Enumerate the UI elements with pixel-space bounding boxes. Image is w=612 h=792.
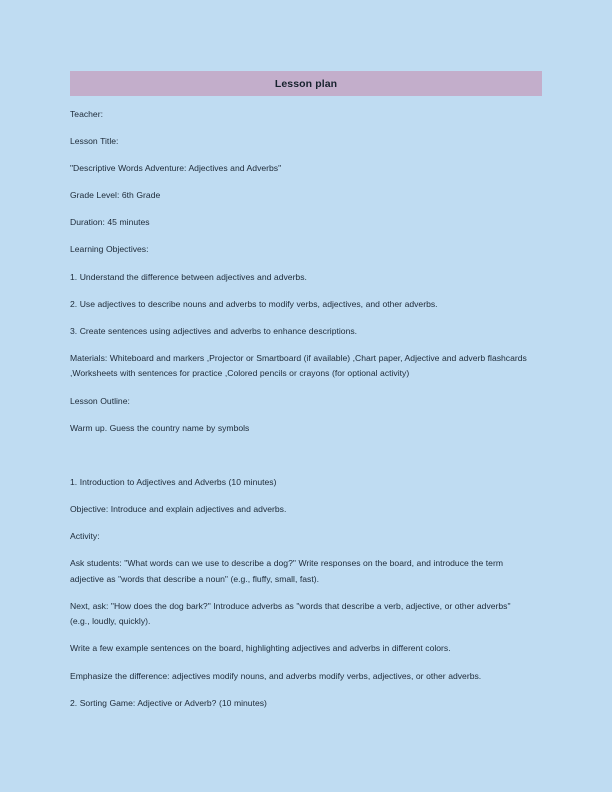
paragraph-warm-up: Warm up. Guess the country name by symbols [70, 422, 250, 433]
paragraph-lesson-outline-label: Lesson Outline: [70, 395, 130, 406]
paragraph-section-1-step-4: Emphasize the difference: adjectives modify nouns, and adverbs modify verbs, adjectives, or other adverbs. [70, 670, 482, 681]
paragraph-teacher: Teacher: [70, 109, 103, 119]
paragraph-section-1-activity-label: Activity: [70, 531, 100, 541]
page-title: Lesson plan [274, 78, 338, 90]
lesson-plan-title-bar [70, 71, 542, 96]
paragraph-section-2-heading: 2. Sorting Game: Adjective or Adverb? (10 minutes) [70, 697, 267, 708]
paragraph-lesson-title-value: "Descriptive Words Adventure: Adjectives and Adverbs" [70, 163, 282, 174]
paragraph-duration: Duration: 45 minutes [70, 217, 150, 228]
paragraph-grade-level: Grade Level: 6th Grade [70, 190, 161, 201]
document-body [70, 71, 542, 723]
paragraph-materials: Materials: Whiteboard and markers ,Projector or Smartboard (if available) ,Chart paper, Adjective and adverb flashcards ,Worksheets with sentences for practice ,Colored pencils or crayons (for optional activity) [70, 352, 527, 379]
paragraph-section-1-step-3: Write a few example sentences on the board, highlighting adjectives and adverbs in different colors. [70, 643, 451, 654]
paragraph-section-1-step-1: Ask students: "What words can we use to describe a dog?" Write responses on the board, and introduce the term adjective as "words that describe a noun" (e.g., fluffy, small, fast). [70, 558, 503, 584]
paragraph-section-1-objective: Objective: Introduce and explain adjectives and adverbs. [70, 503, 287, 514]
paragraph-learning-objectives-label: Learning Objectives: [70, 244, 149, 255]
paragraph-section-1-step-2: Next, ask: "How does the dog bark?" Introduce adverbs as "words that describe a verb, adjective, or other adverbs" (e.g., loudly, quickly). [70, 600, 511, 627]
paragraph-lesson-title-label: Lesson Title: [70, 136, 119, 147]
paragraph-objective-3: 3. Create sentences using adjectives and adverbs to enhance descriptions. [70, 325, 358, 336]
paragraph-objective-1: 1. Understand the difference between adjectives and adverbs. [70, 271, 307, 282]
paragraph-spacer [70, 448, 525, 464]
paragraph-section-1-heading: 1. Introduction to Adjectives and Adverbs (10 minutes) [70, 476, 277, 487]
paragraph-objective-2: 2. Use adjectives to describe nouns and adverbs to modify verbs, adjectives, and other adverbs. [70, 298, 438, 309]
